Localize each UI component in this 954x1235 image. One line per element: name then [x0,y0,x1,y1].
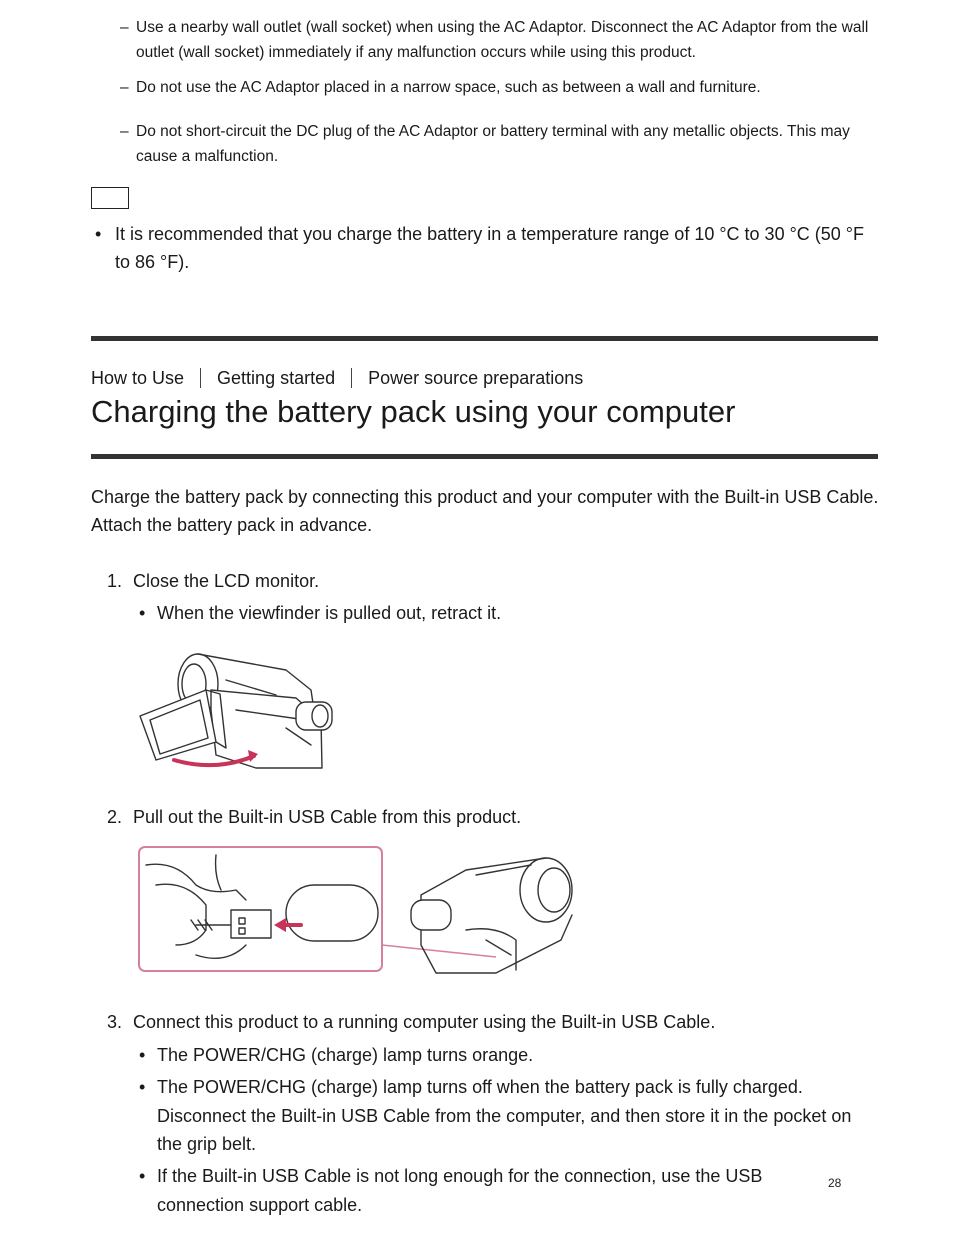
list-item [91,220,881,276]
breadcrumb-how-to-use[interactable]: How to Use [91,368,185,388]
usb-cable-pullout-illustration [136,845,581,977]
warning-item-3 [120,119,880,169]
camcorder-close-lcd-illustration [136,650,341,775]
breadcrumb-separator [351,368,352,388]
note-list [91,220,881,276]
warning-item-1 [120,15,880,65]
bullet-marker: • [139,603,146,623]
warning-item-2 [120,75,880,100]
dash-marker: – [120,19,129,36]
bullet-marker: • [139,1166,146,1186]
step-1-bullet-1 [133,599,863,628]
dash-marker: – [120,123,129,140]
breadcrumb-separator [200,368,201,388]
step-2 [107,803,867,831]
step-3-bullet-2 [133,1073,863,1159]
section-rule-bottom [91,454,878,459]
step-1 [107,567,867,595]
step-number: 3. [107,1012,123,1032]
step-number: 1. [107,571,123,591]
step-text: Connect this product to a running computer using the Built-in USB Cable. [133,1012,716,1032]
step-3-bullet-1 [133,1041,863,1070]
bullet-marker: • [95,224,102,244]
page-title: Charging the battery pack using your computer [91,394,736,429]
bullet-text: The POWER/CHG (charge) lamp turns orange. [157,1045,534,1065]
bullet-marker: • [139,1045,146,1065]
section-rule-top [91,336,878,341]
intro-paragraph: Charge the battery pack by connecting this product and your computer with the Built-in USB Cable. Attach the battery pack in advance. [91,487,879,535]
bullet-text: If the Built-in USB Cable is not long enough for the connection, use the USB connection support cable. [157,1166,763,1215]
warning-text: Do not short-circuit the DC plug of the AC Adaptor or battery terminal with any metallic objects. This may cause a malfunction. [136,123,850,165]
breadcrumb [91,366,583,390]
dash-marker: – [120,79,129,96]
step-text: Close the LCD monitor. [133,571,320,591]
page-number: 28 [828,1176,842,1190]
bullet-text: When the viewfinder is pulled out, retract it. [157,603,502,623]
bullet-text: The POWER/CHG (charge) lamp turns off when the battery pack is fully charged. Disconnect the Built-in USB Cable from the computer, and then store it in the pocket on the grip belt. [157,1077,852,1154]
warning-text: Do not use the AC Adaptor placed in a narrow space, such as between a wall and furniture. [136,79,761,96]
breadcrumb-power-source[interactable]: Power source preparations [368,368,584,388]
breadcrumb-getting-started[interactable]: Getting started [217,368,336,388]
step-3 [107,1008,867,1036]
step-number: 2. [107,807,123,827]
step-3-bullet-3 [133,1162,803,1219]
note-text: It is recommended that you charge the battery in a temperature range of 10 °C to 30 °C (50 °F to 86 °F). [115,224,864,272]
bullet-marker: • [139,1077,146,1097]
note-label-box [91,187,129,209]
step-text: Pull out the Built-in USB Cable from this product. [133,807,522,827]
warning-text: Use a nearby wall outlet (wall socket) when using the AC Adaptor. Disconnect the AC Adaptor from the wall outlet (wall socket) immediately if any malfunction occurs while using this product. [136,19,869,61]
